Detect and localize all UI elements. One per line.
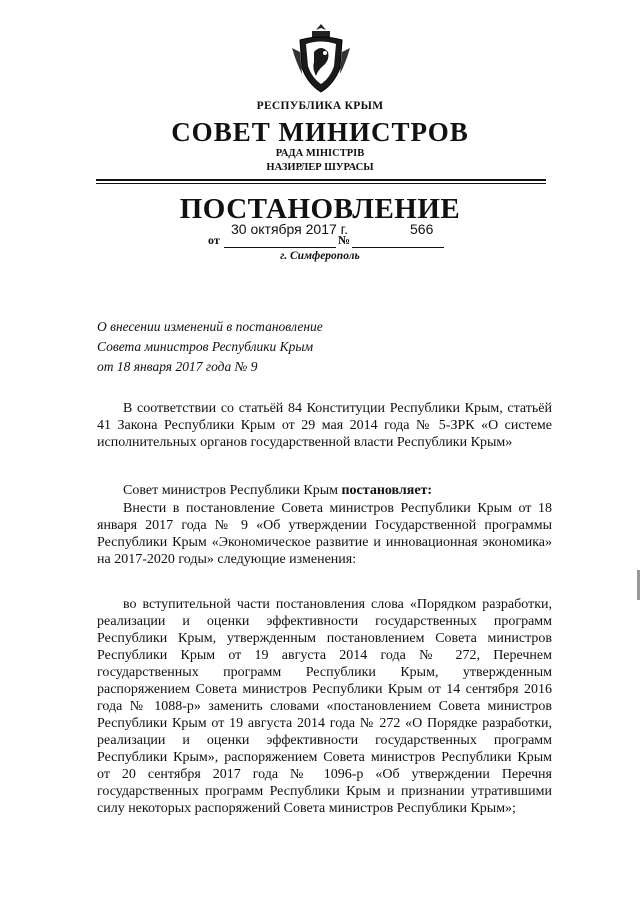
header-divider-thin [96,183,546,184]
decree-number: 566 [410,221,434,237]
subject-line: от 18 января 2017 года № 9 [97,359,258,374]
body-paragraph [97,400,552,451]
body-paragraph [97,482,552,499]
body-paragraph [97,596,552,817]
crimea-coat-of-arms-icon [290,22,352,94]
date-underline [224,247,336,248]
date-label: от [208,233,220,247]
subject-line: Совета министров Республики Крым [97,339,314,354]
body-paragraph [97,500,552,568]
resolution-verb: постановляет: [341,483,433,498]
city-name: г. Симферополь [280,250,360,262]
republic-name: РЕСПУБЛИКА КРЫМ [256,100,384,112]
subject-line: О внесении изменений в постановление [97,319,323,334]
amendment-intro-paragraph: Внести в постановление Совета министров Республики Крым от 18 января 2017 года № 9 «Об утверждении Государственной программы Республики Крым «Экономическое развитие и инновационная экономика» на 2017-2020 годы» следующие изменения: [97,501,552,567]
resolution-paragraph [97,482,552,499]
council-name: СОВЕТ МИНИСТРОВ [171,117,469,147]
header-divider-thick [96,179,546,181]
decree-date: 30 октября 2017 г. [231,221,348,237]
council-name-crimean-tatar: НАЗИРЛЕР ШУРАСЫ [266,162,374,173]
number-underline [352,247,444,248]
number-label: № [338,233,351,247]
amendment-item-paragraph: во вступительной части постановления слова «Порядком разработки, реализации и оценки эффективности государственных программ Республики Крым, утвержденным постановлением Совета министров Республики Крым от 19 августа 2014 года № 272, Перечнем государственных программ Республики Крым, утвержденным распоряжением Совета министров Республики Крым от 14 сентября 2016 года № 1088-р» заменить словами «постановлением Совета министров Республики Крым от 19 августа 2014 года № 272 «О Порядке разработки, реализации и оценки эффективности государственных программ Республики Крым», распоряжением Совета министров Республики Крым от 20 сентября 2017 года № 1096-р «Об утверждении Перечня государственных программ Республики Крым и признании утратившими силу некоторых распоряжений Совета министров Республики Крым»; [97,597,552,816]
resolution-subject: Совет министров Республики Крым [123,483,342,498]
document-type-title: ПОСТАНОВЛЕНИЕ [179,193,461,225]
legal-basis-paragraph: В соответствии со статьёй 84 Конституции Республики Крым, статьёй 41 Закона Республики Крым от 29 мая 2014 года № 5-ЗРК «О системе исполнительных органов государственной власти Республики Крым» [97,401,552,450]
decree-subject [97,317,323,377]
council-name-ukrainian: РАДА МІНІСТРІВ [275,148,365,159]
